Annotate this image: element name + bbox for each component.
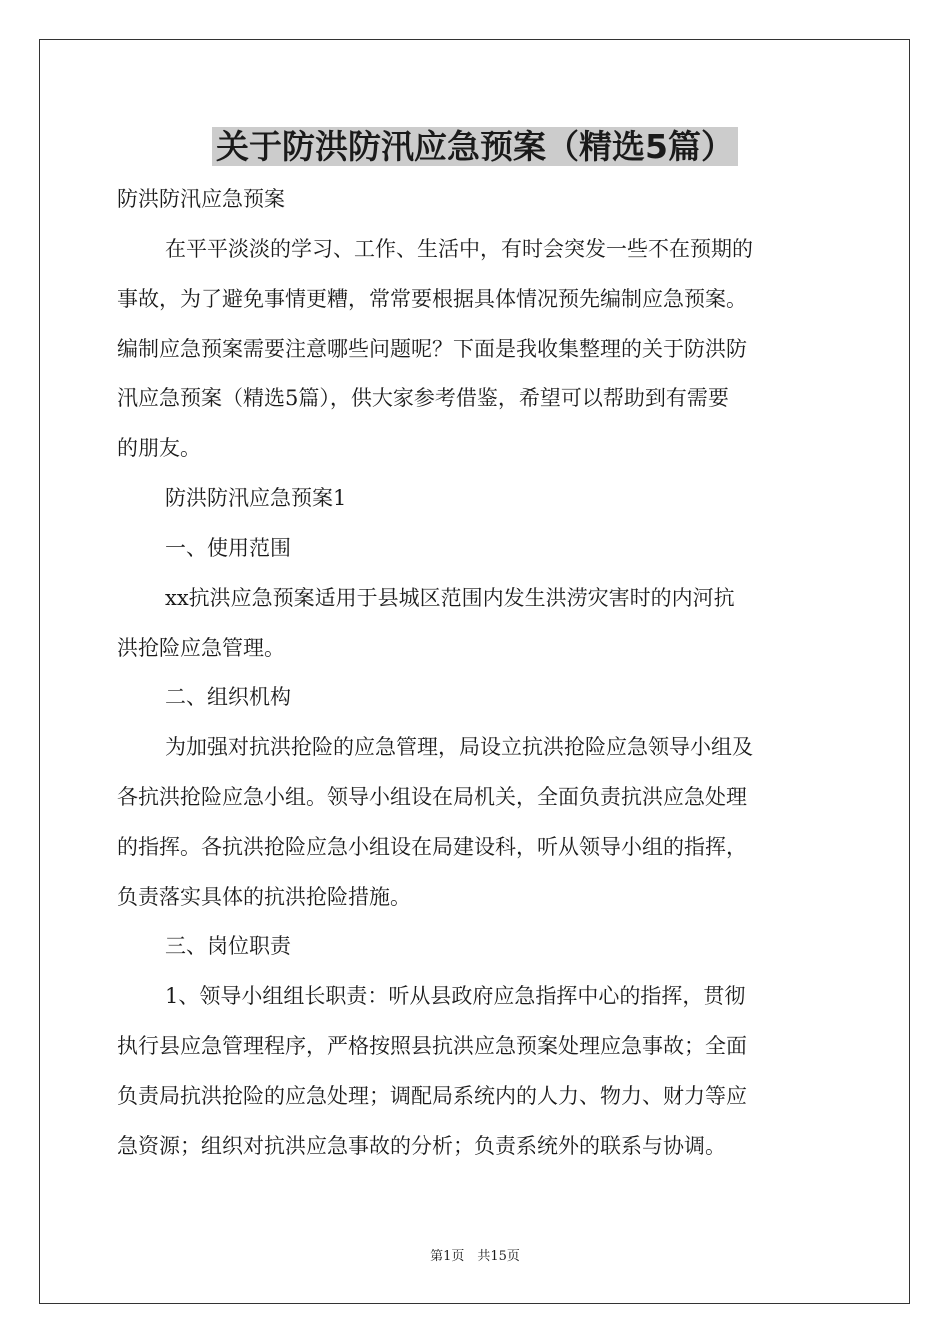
section-heading: 一、使用范围 [165,536,291,560]
document-title-text: 关于防洪防汛应急预案（精选5篇） [212,127,738,166]
section-heading: 二、组织机构 [165,685,291,709]
page-border [39,39,910,1304]
paragraph-line: 各抗洪抢险应急小组。领导小组设在局机关，全面负责抗洪应急处理 [117,785,747,809]
paragraph-line: 汛应急预案（精选5篇），供大家参考借鉴，希望可以帮助到有需要 [117,386,729,410]
paragraph-line: xx抗洪应急预案适用于县城区范围内发生洪涝灾害时的内河抗 [165,586,735,610]
paragraph-line: 的指挥。各抗洪抢险应急小组设在局建设科，听从领导小组的指挥， [117,835,747,859]
paragraph-line: 事故，为了避免事情更糟，常常要根据具体情况预先编制应急预案。 [117,287,747,311]
page-footer: 第1页 共15页 [430,1249,520,1264]
paragraph-line: 的朋友。 [117,436,201,460]
paragraph-line: 负责局抗洪抢险的应急处理；调配局系统内的人力、物力、财力等应 [117,1084,747,1108]
paragraph-line: 1、领导小组组长职责：听从县政府应急指挥中心的指挥，贯彻 [165,984,746,1008]
paragraph-line: 执行县应急管理程序，严格按照县抗洪应急预案处理应急事故；全面 [117,1034,747,1058]
document-title [0,124,950,170]
paragraph-line: 为加强对抗洪抢险的应急管理，局设立抗洪抢险应急领导小组及 [165,735,753,759]
paragraph-line: 洪抢险应急管理。 [117,636,285,660]
paragraph-line: 在平平淡淡的学习、工作、生活中，有时会突发一些不在预期的 [165,237,753,261]
paragraph-line: 编制应急预案需要注意哪些问题呢？下面是我收集整理的关于防洪防 [117,337,747,361]
paragraph-line: 负责落实具体的抗洪抢险措施。 [117,885,411,909]
paragraph-line: 急资源；组织对抗洪应急事故的分析；负责系统外的联系与协调。 [117,1134,726,1158]
section-heading: 三、岗位职责 [165,934,291,958]
subtitle: 防洪防汛应急预案 [117,187,285,211]
section-heading: 防洪防汛应急预案1 [165,486,347,510]
